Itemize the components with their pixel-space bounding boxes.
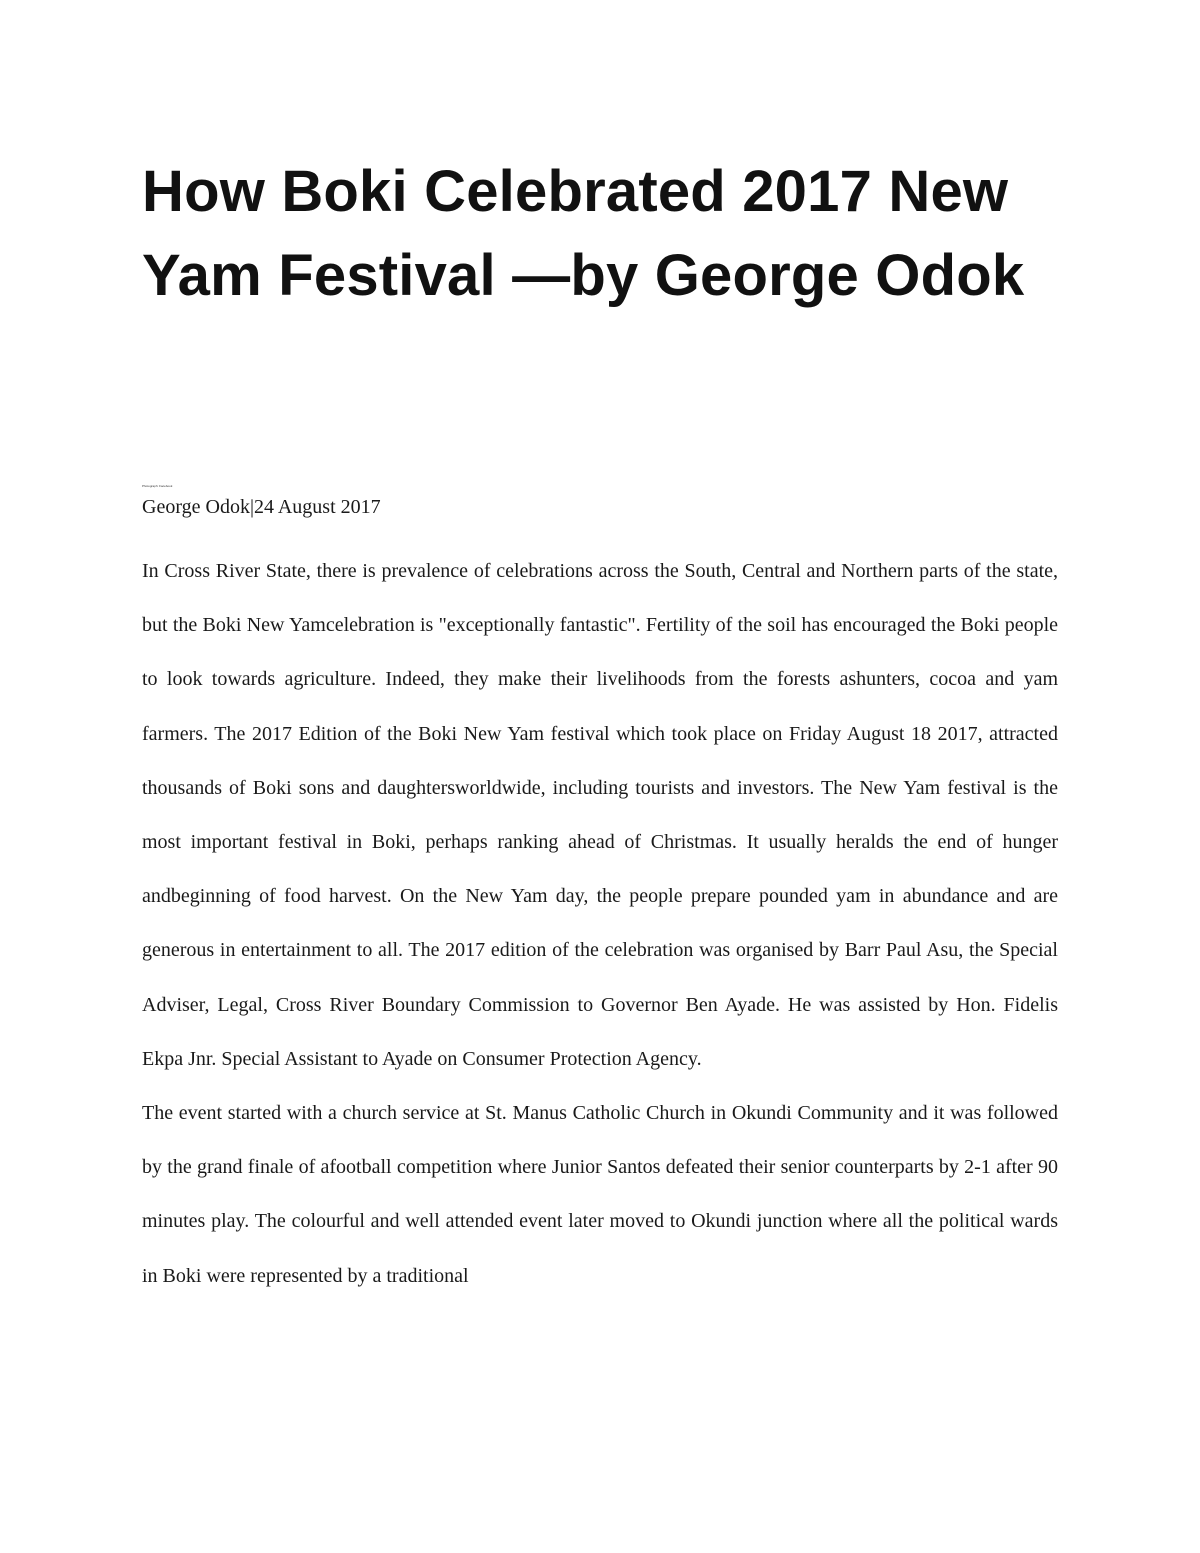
- article-body: [142, 544, 1058, 1303]
- photo-caption: Photograph: Facebook: [142, 484, 173, 488]
- article-paragraph: In Cross River State, there is prevalence of celebrations across the South, Central and Northern parts of the state, but the Boki New Yamcelebration is "exceptionally fantastic". Fertility of the soil has encouraged the Boki people to look towards agriculture. Indeed, they make their livelihoods from the forests ashunters, cocoa and yam farmers. The 2017 Edition of the Boki New Yam festival which took place on Friday August 18 2017, attracted thousands of Boki sons and daughtersworldwide, including tourists and investors. The New Yam festival is the most important festival in Boki, perhaps ranking ahead of Christmas. It usually heralds the end of hunger andbeginning of food harvest. On the New Yam day, the people prepare pounded yam in abundance and are generous in entertainment to all. The 2017 edition of the celebration was organised by Barr Paul Asu, the Special Adviser, Legal, Cross River Boundary Commission to Governor Ben Ayade. He was assisted by Hon. Fidelis Ekpa Jnr. Special Assistant to Ayade on Consumer Protection Agency.: [142, 560, 1058, 1070]
- article-paragraph: The event started with a church service at St. Manus Catholic Church in Okundi Community and it was followed by the grand finale of afootball competition where Junior Santos defeated their senior counterparts by 2-1 after 90 minutes play. The colourful and well attended event later moved to Okundi junction where all the political wards in Boki were represented by a traditional: [142, 1102, 1058, 1287]
- article-title: How Boki Celebrated 2017 New Yam Festival —by George Odok: [142, 159, 1025, 308]
- article-byline: George Odok|24 August 2017: [142, 496, 381, 518]
